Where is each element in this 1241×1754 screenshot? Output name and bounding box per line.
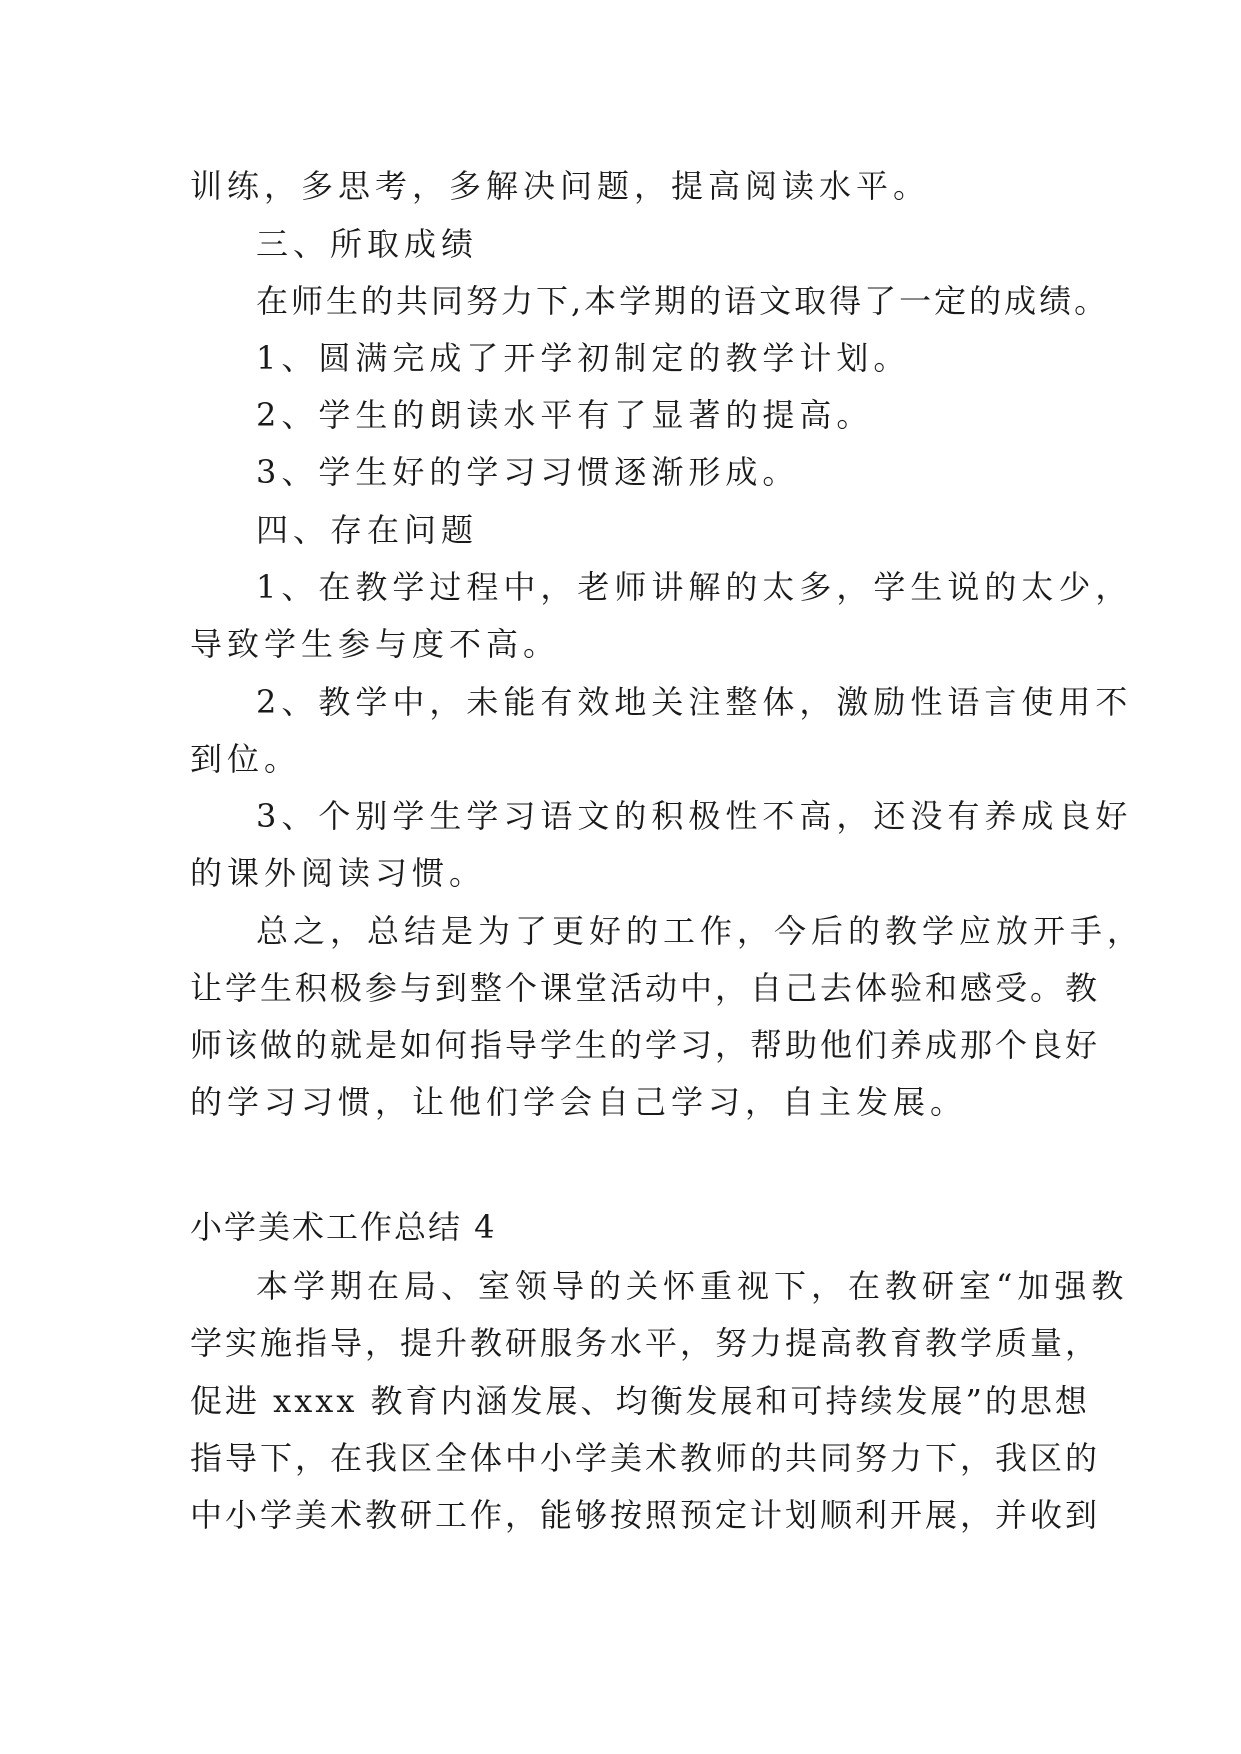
text-line: 促进 xxxx 教育内涵发展、均衡发展和可持续发展”的思想 [190, 1382, 1090, 1420]
text-line: 导致学生参与度不高。 [190, 625, 561, 663]
list-item: 1、在教学过程中，老师讲解的太多，学生说的太少， [256, 568, 1133, 606]
paragraph-start: 本学期在局、室领导的关怀重视下，在教研室“加强教 [256, 1267, 1129, 1305]
section-heading: 三、所取成绩 [256, 225, 479, 263]
section-heading: 四、存在问题 [256, 511, 479, 549]
article-title: 小学美术工作总结 4 [190, 1208, 497, 1246]
list-item: 2、学生的朗读水平有了显著的提高。 [256, 396, 874, 434]
text-line: 师该做的就是如何指导学生的学习，帮助他们养成那个良好 [190, 1026, 1101, 1064]
text-line: 学实施指导，提升教研服务水平，努力提高教育教学质量， [190, 1324, 1101, 1362]
text-line: 中小学美术教研工作，能够按照预定计划顺利开展，并收到 [190, 1496, 1101, 1534]
text-line: 在师生的共同努力下,本学期的语文取得了一定的成绩。 [256, 282, 1110, 320]
list-item: 1、圆满完成了开学初制定的教学计划。 [256, 339, 911, 377]
text-line: 让学生积极参与到整个课堂活动中，自己去体验和感受。教 [190, 969, 1101, 1007]
list-item: 3、个别学生学习语文的积极性不高，还没有养成良好 [256, 797, 1133, 835]
paragraph-start: 总之，总结是为了更好的工作，今后的教学应放开手， [256, 912, 1145, 950]
list-item: 3、学生好的学习习惯逐渐形成。 [256, 453, 800, 491]
text-line: 训练，多思考，多解决问题，提高阅读水平。 [190, 167, 931, 205]
text-line: 的学习习惯，让他们学会自己学习，自主发展。 [190, 1083, 968, 1121]
text-line: 的课外阅读习惯。 [190, 854, 487, 892]
list-item: 2、教学中，未能有效地关注整体，激励性语言使用不 [256, 683, 1133, 721]
text-line: 到位。 [190, 740, 302, 778]
text-line: 指导下，在我区全体中小学美术教师的共同努力下，我区的 [190, 1439, 1101, 1477]
